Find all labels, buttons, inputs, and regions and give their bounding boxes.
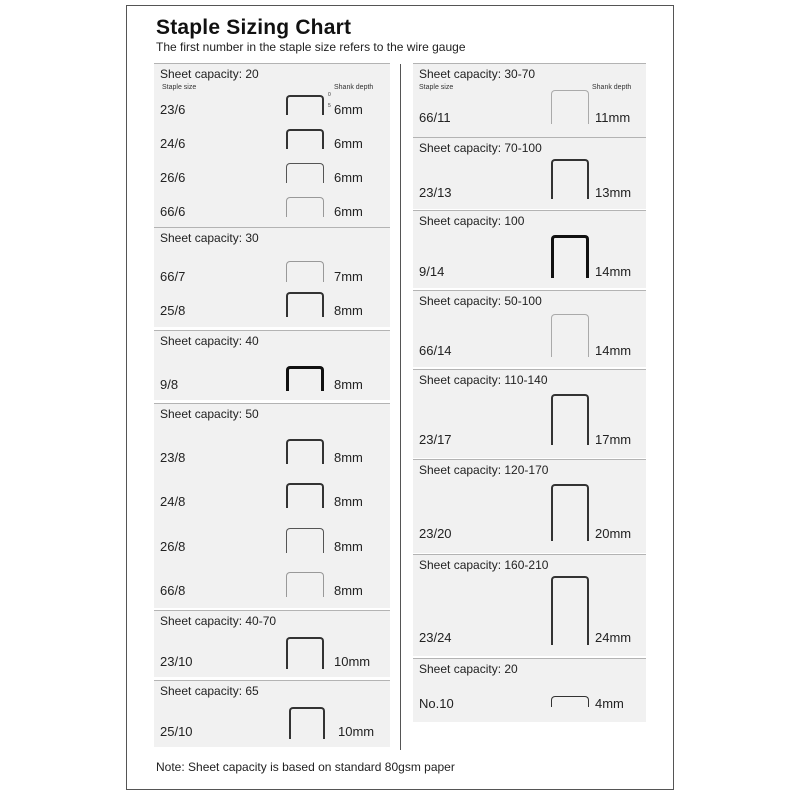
staple-icon — [286, 439, 324, 464]
staple-size: 9/8 — [160, 377, 179, 392]
capacity-group — [154, 403, 390, 608]
staple-icon — [286, 637, 324, 669]
staple-icon — [551, 314, 589, 357]
chart-subtitle: The first number in the staple size refers to the wire gauge — [156, 40, 466, 54]
sheet-capacity-label: Sheet capacity: 20 — [160, 67, 259, 81]
shank-depth: 24mm — [595, 630, 632, 645]
sheet-capacity-label: Sheet capacity: 40-70 — [160, 614, 277, 628]
staple-size: 23/13 — [419, 185, 452, 200]
staple-icon — [286, 197, 324, 217]
staple-size: 66/14 — [419, 343, 452, 358]
shank-depth: 6mm — [334, 136, 363, 151]
staple-icon — [286, 95, 324, 115]
sheet-capacity-label: Sheet capacity: 100 — [419, 214, 525, 228]
sheet-capacity-label: Sheet capacity: 70-100 — [419, 141, 542, 155]
staple-size: 9/14 — [419, 264, 445, 279]
shank-depth: 8mm — [334, 583, 363, 598]
capacity-group — [413, 137, 646, 209]
sheet-capacity-label: Sheet capacity: 50-100 — [419, 294, 542, 308]
staple-icon — [286, 292, 324, 317]
scale-mark-top: 0 — [328, 92, 331, 98]
sheet-capacity-label: Sheet capacity: 40 — [160, 334, 259, 348]
shank-depth: 8mm — [334, 539, 363, 554]
capacity-group — [154, 610, 390, 677]
scale-mark-bottom: 5 — [328, 103, 331, 109]
chart-title: Staple Sizing Chart — [156, 16, 352, 39]
shank-depth: 17mm — [595, 432, 632, 447]
staple-size: 26/6 — [160, 170, 186, 185]
footer-note: Note: Sheet capacity is based on standard 80gsm paper — [156, 760, 455, 774]
shank-depth: 20mm — [595, 526, 632, 541]
staple-size: 25/10 — [160, 724, 193, 739]
shank-depth: 4mm — [595, 696, 624, 711]
staple-icon — [551, 90, 589, 124]
capacity-group — [413, 459, 646, 553]
shank-depth: 6mm — [334, 102, 363, 117]
staple-icon — [551, 696, 589, 707]
column-divider — [400, 64, 401, 750]
staple-size: 24/6 — [160, 136, 186, 151]
staple-sizing-chart — [126, 5, 674, 790]
shank-depth: 6mm — [334, 204, 363, 219]
sheet-capacity-label: Sheet capacity: 110-140 — [419, 373, 548, 387]
staple-size: 66/8 — [160, 583, 186, 598]
sheet-capacity-label: Sheet capacity: 30 — [160, 231, 259, 245]
staple-icon — [286, 261, 324, 282]
staple-icon — [289, 707, 325, 739]
capacity-group — [154, 63, 390, 228]
staple-icon — [286, 483, 324, 508]
staple-icon — [551, 484, 589, 541]
sheet-capacity-label: Sheet capacity: 65 — [160, 684, 259, 698]
capacity-group — [154, 330, 390, 400]
shank-depth: 14mm — [595, 264, 632, 279]
shank-depth: 8mm — [334, 450, 363, 465]
staple-size: 23/8 — [160, 450, 186, 465]
capacity-group — [154, 227, 390, 327]
staple-size: 23/20 — [419, 526, 452, 541]
shank-depth: 8mm — [334, 377, 363, 392]
staple-icon — [551, 394, 589, 445]
sheet-capacity-label: Sheet capacity: 160-210 — [419, 558, 549, 572]
shank-depth: 8mm — [334, 303, 363, 318]
staple-size: 23/6 — [160, 102, 186, 117]
staple-size: 25/8 — [160, 303, 186, 318]
staple-icon — [286, 163, 324, 183]
staple-icon — [286, 572, 324, 597]
shank-depth-header: Shank depth — [592, 84, 632, 91]
staple-size: 66/6 — [160, 204, 186, 219]
sheet-capacity-label: Sheet capacity: 20 — [419, 662, 518, 676]
shank-depth: 6mm — [334, 170, 363, 185]
staple-size-header: Staple size — [419, 84, 454, 91]
capacity-group — [413, 210, 646, 288]
staple-icon — [551, 576, 589, 645]
staple-size: 26/8 — [160, 539, 186, 554]
sheet-capacity-label: Sheet capacity: 30-70 — [419, 67, 536, 81]
staple-icon — [551, 159, 589, 199]
sheet-capacity-label: Sheet capacity: 120-170 — [419, 463, 549, 477]
sheet-capacity-label: Sheet capacity: 50 — [160, 407, 259, 421]
capacity-group — [413, 369, 646, 458]
shank-depth: 7mm — [334, 269, 363, 284]
shank-depth: 13mm — [595, 185, 632, 200]
staple-size: 23/10 — [160, 654, 193, 669]
staple-size: 24/8 — [160, 494, 186, 509]
staple-icon — [286, 528, 324, 553]
staple-icon — [286, 366, 324, 391]
capacity-group — [413, 63, 646, 138]
staple-size: 23/17 — [419, 432, 452, 447]
shank-depth: 10mm — [338, 724, 375, 739]
staple-size: 66/11 — [419, 110, 451, 125]
staple-icon — [551, 235, 589, 278]
shank-depth: 10mm — [334, 654, 371, 669]
shank-depth: 8mm — [334, 494, 363, 509]
shank-depth: 14mm — [595, 343, 632, 358]
staple-size: 66/7 — [160, 269, 186, 284]
capacity-group — [413, 658, 646, 722]
staple-size-header: Staple size — [162, 84, 197, 91]
capacity-group — [413, 290, 646, 367]
shank-depth: 11mm — [595, 110, 631, 125]
shank-depth-header: Shank depth — [334, 84, 374, 91]
capacity-group — [154, 680, 390, 747]
staple-icon — [286, 129, 324, 149]
capacity-group — [413, 554, 646, 656]
staple-size: No.10 — [419, 696, 454, 711]
staple-size: 23/24 — [419, 630, 452, 645]
